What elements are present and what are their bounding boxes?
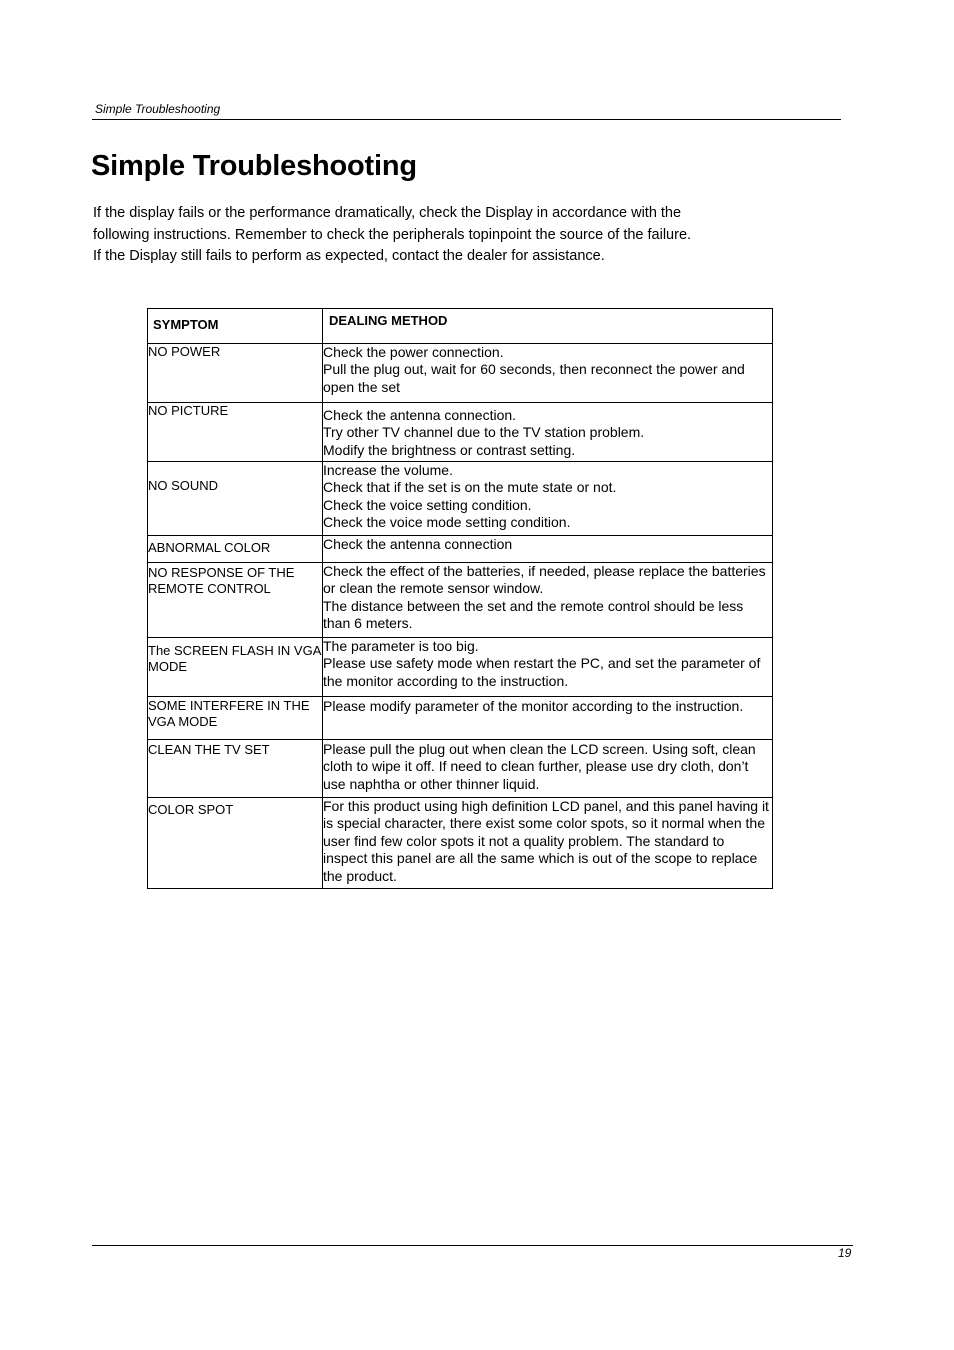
method-cell bbox=[323, 403, 773, 462]
intro-line: If the Display still fails to perform as expected, contact the dealer for assistance. bbox=[93, 248, 605, 264]
symptom-cell: The SCREEN FLASH IN VGA MODE bbox=[148, 638, 323, 697]
page-number: 19 bbox=[838, 1246, 852, 1260]
method-cell bbox=[323, 740, 773, 798]
symptom-cell: CLEAN THE TV SET bbox=[148, 740, 323, 798]
dealing-method-header: DEALING METHOD bbox=[323, 309, 773, 344]
method-line: Check the voice mode setting condition. bbox=[323, 514, 571, 531]
table-row bbox=[148, 536, 773, 563]
table-row bbox=[148, 697, 773, 740]
method-line: The parameter is too big. bbox=[323, 638, 479, 654]
symptom-cell: COLOR SPOT bbox=[148, 798, 323, 889]
method-line: Check that if the set is on the mute state or not. bbox=[323, 479, 617, 496]
method-line: The distance between the set and the remote control should be less than 6 meters. bbox=[323, 597, 744, 632]
method-line: Check the voice setting condition. bbox=[323, 496, 532, 513]
method-line: Check the antenna connection. bbox=[323, 407, 517, 423]
symptom-cell: NO SOUND bbox=[148, 462, 323, 536]
method-line: Check the antenna connection bbox=[323, 536, 513, 552]
table-row bbox=[148, 403, 773, 462]
intro-paragraph bbox=[93, 203, 773, 268]
symptom-cell: SOME INTERFERE IN THE VGA MODE bbox=[148, 697, 323, 740]
method-cell bbox=[323, 798, 773, 889]
symptom-cell: ABNORMAL COLOR bbox=[148, 536, 323, 563]
table-row bbox=[148, 344, 773, 403]
method-line: Modify the brightness or contrast setting. bbox=[323, 441, 576, 458]
method-cell bbox=[323, 697, 773, 740]
method-line: For this product using high definition LCD panel, and this panel having it is special character, there exist some color spots, so it normal when the user find few color spots it not a quality problem. The standard to inspect this panel are all the same which is out of the scope to replace the product. bbox=[323, 798, 769, 884]
table-row bbox=[148, 638, 773, 697]
symptom-cell: NO PICTURE bbox=[148, 403, 323, 462]
method-line: Check the power connection. bbox=[323, 344, 504, 360]
symptom-cell: NO POWER bbox=[148, 344, 323, 403]
running-header: Simple Troubleshooting bbox=[95, 102, 221, 116]
method-line: Check the effect of the batteries, if needed, please replace the batteries or clean the remote sensor window. bbox=[323, 563, 766, 597]
table-header-row bbox=[148, 309, 773, 344]
method-line: Try other TV channel due to the TV station problem. bbox=[323, 424, 645, 441]
method-line: Please modify parameter of the monitor according to the instruction. bbox=[323, 698, 744, 714]
troubleshooting-table bbox=[147, 308, 773, 889]
table-row bbox=[148, 740, 773, 798]
method-line: Please use safety mode when restart the PC, and set the parameter of the monitor according to the instruction. bbox=[323, 655, 761, 689]
intro-line: following instructions. Remember to check the peripherals topinpoint the source of the failure. bbox=[93, 226, 692, 243]
table-row bbox=[148, 798, 773, 889]
method-cell bbox=[323, 563, 773, 638]
header-rule bbox=[92, 119, 841, 120]
symptom-cell: NO RESPONSE OF THE REMOTE CONTROL bbox=[148, 563, 323, 638]
footer-rule bbox=[92, 1245, 853, 1246]
table-row bbox=[148, 462, 773, 536]
method-line: Increase the volume. bbox=[323, 462, 453, 478]
symptom-header: SYMPTOM bbox=[148, 309, 323, 344]
method-line: Please pull the plug out when clean the LCD screen. Using soft, clean cloth to wipe it off. If need to clean further, please use dry cloth, don’t use naphtha or other thinner liquid. bbox=[323, 741, 756, 792]
method-cell bbox=[323, 344, 773, 403]
method-cell bbox=[323, 536, 773, 563]
page-title: Simple Troubleshooting bbox=[91, 150, 417, 182]
method-line: Pull the plug out, wait for 60 seconds, then reconnect the power and open the set bbox=[323, 361, 745, 395]
intro-line: If the display fails or the performance dramatically, check the Display in accordance with the bbox=[93, 205, 682, 221]
method-cell bbox=[323, 462, 773, 536]
table-row bbox=[148, 563, 773, 638]
method-cell bbox=[323, 638, 773, 697]
